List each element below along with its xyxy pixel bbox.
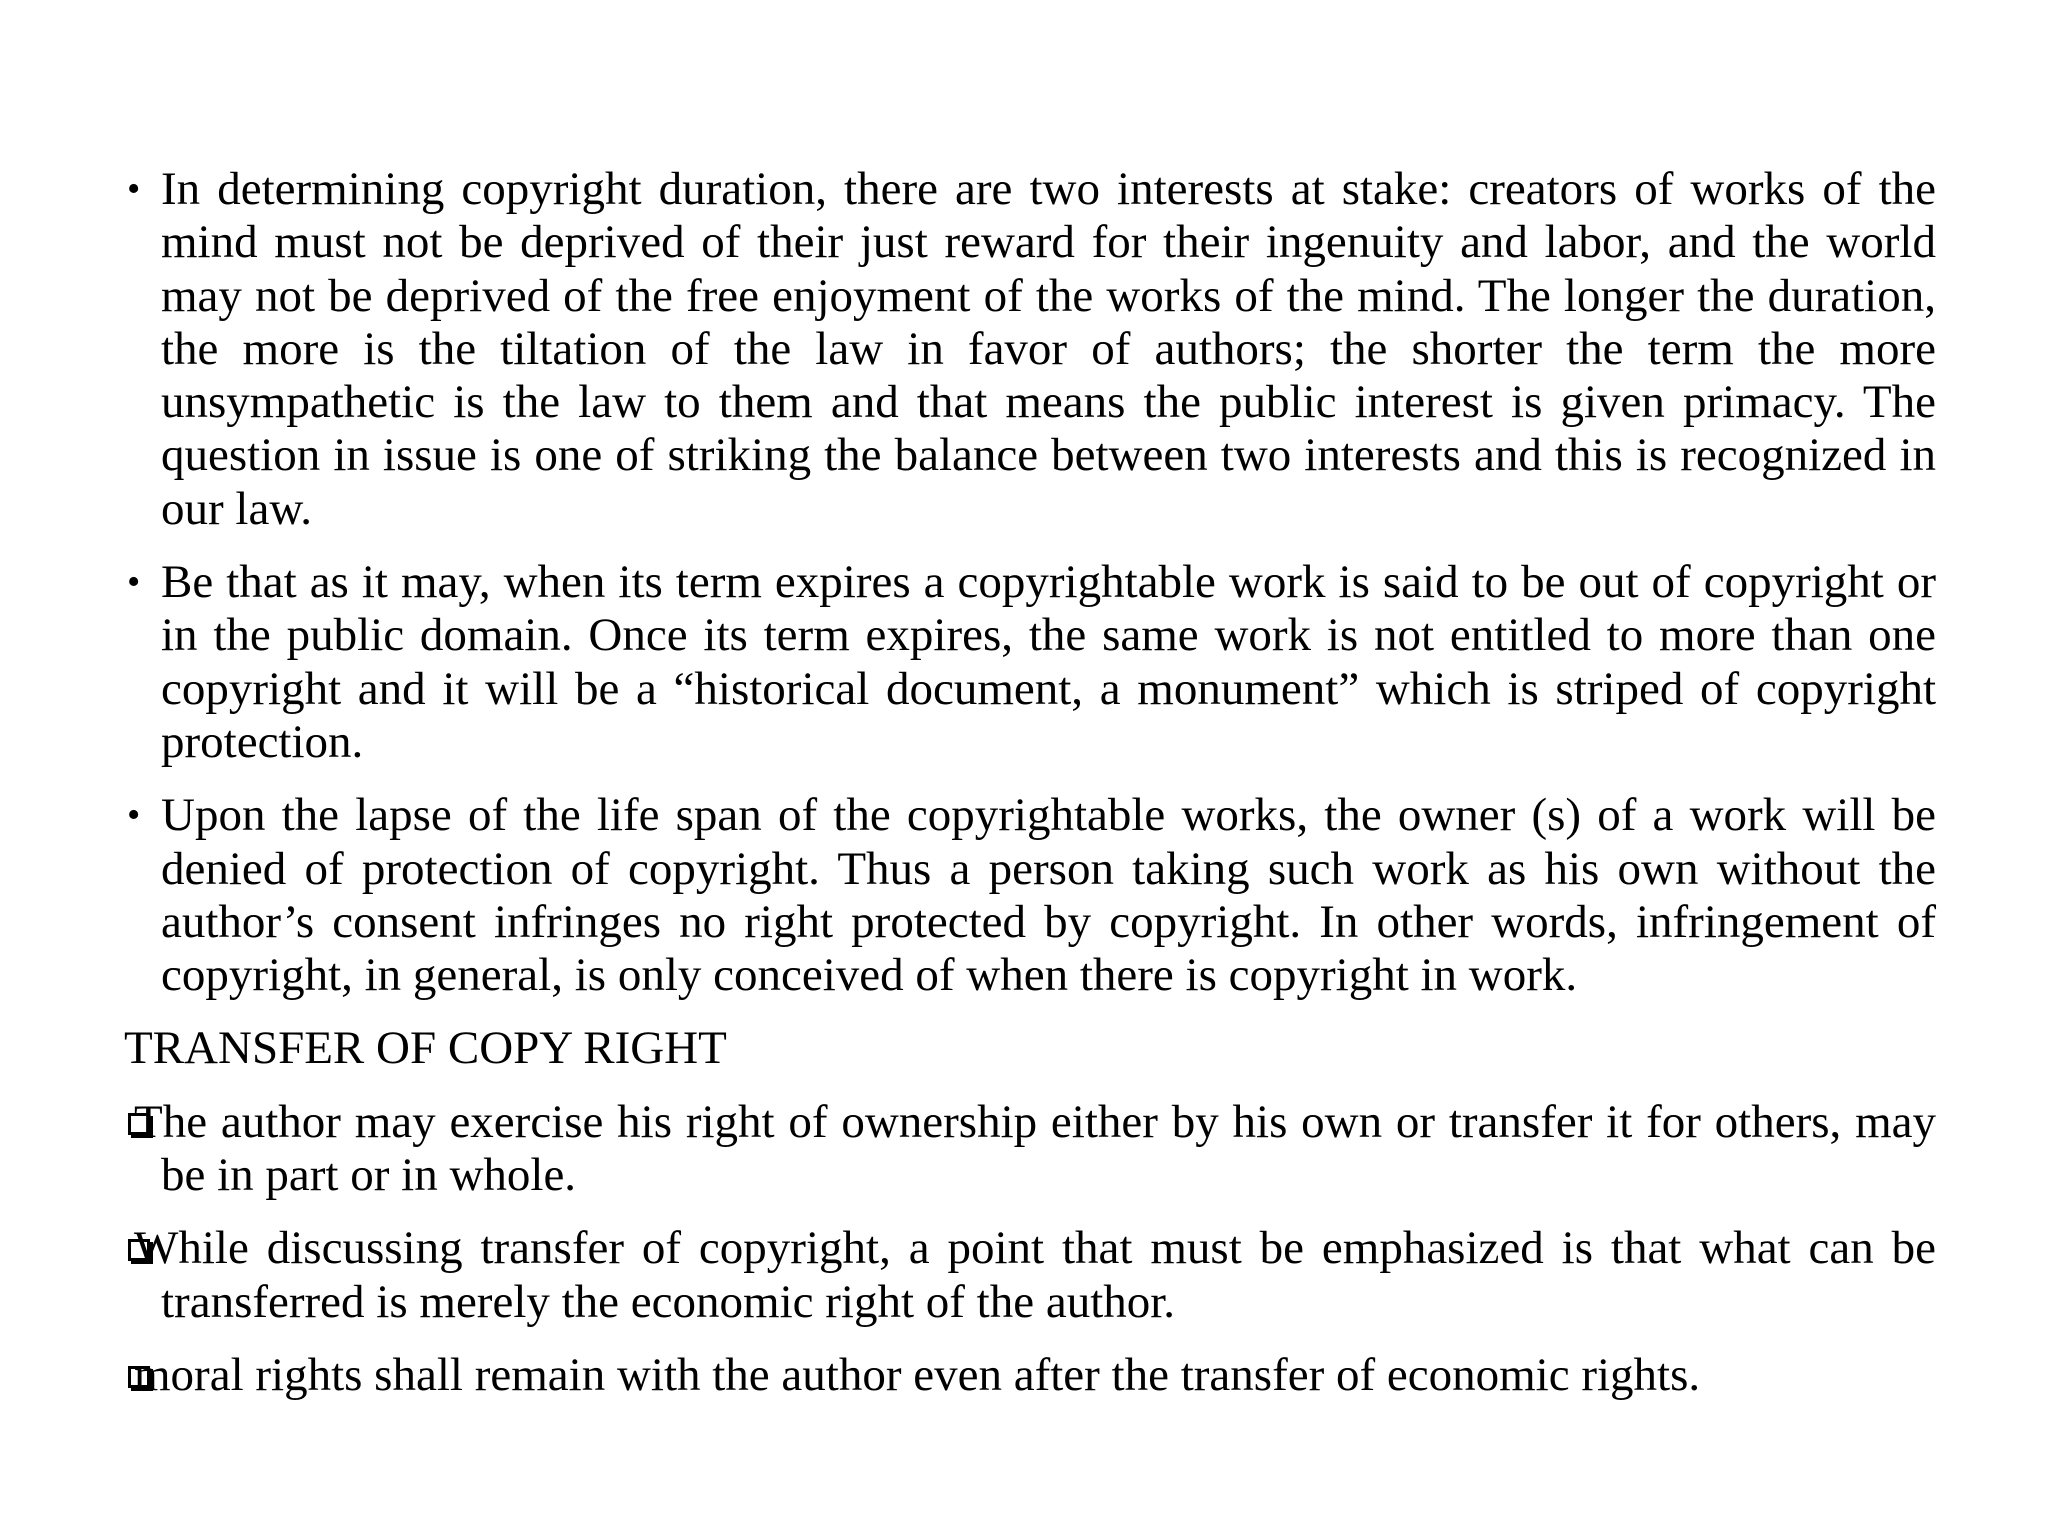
checkbox-text-1: The author may exercise his right of ownership either by his own or transfer it for others, may be in part or in whole. bbox=[134, 1095, 1936, 1202]
bullet-paragraph-3 bbox=[124, 789, 1936, 1002]
checkbox-square-icon bbox=[128, 1366, 150, 1388]
checkbox-paragraph-3 bbox=[124, 1349, 1936, 1402]
bullet-text-3: Upon the lapse of the life span of the copyrightable works, the owner (s) of a work will be denied of protection of copyright. Thus a person taking such work as his own without the author’s consent infringes no right protected by copyright. In other words, infringement of copyright, in general, is only conceived of when there is copyright in work. bbox=[161, 789, 1936, 1002]
bullet-text-1: In determining copyright duration, there are two interests at stake: creators of works of the mind must not be deprived of their just reward for their ingenuity and labor, and the world may not be deprived of the free enjoyment of the works of the mind. The longer the duration, the more is the tiltation of the law in favor of authors; the shorter the term the more unsympathetic is the law to them and that means the public interest is given primacy. The question in issue is one of striking the balance between two interests and this is recognized in our law. bbox=[161, 163, 1936, 535]
bullet-dot-icon: • bbox=[127, 794, 141, 837]
checkbox-text-3: moral rights shall remain with the author even after the transfer of economic rights. bbox=[134, 1348, 1701, 1401]
bullet-paragraph-2 bbox=[124, 556, 1936, 769]
bullet-dot-icon: • bbox=[127, 561, 141, 604]
bullet-dot-icon: • bbox=[127, 168, 141, 210]
checkbox-text-2: While discussing transfer of copyright, a point that must be emphasized is that what can be transferred is merely the economic right of the author. bbox=[134, 1222, 1936, 1328]
bullet-text-2: Be that as it may, when its term expires a copyrightable work is said to be out of copyright or in the public domain. Once its term expires, the same work is not entitled to more than one copyright and it will be a “historical document, a monument” which is striped of copyright protection. bbox=[161, 556, 1936, 768]
checkbox-paragraph-1 bbox=[124, 1096, 1936, 1203]
checkbox-paragraph-2 bbox=[124, 1222, 1936, 1329]
bullet-paragraph-1 bbox=[124, 163, 1936, 536]
section-heading: TRANSFER OF COPY RIGHT bbox=[124, 1022, 727, 1075]
checkbox-square-icon bbox=[128, 1113, 150, 1135]
checkbox-square-icon bbox=[128, 1239, 150, 1261]
slide-content bbox=[124, 163, 1936, 1402]
